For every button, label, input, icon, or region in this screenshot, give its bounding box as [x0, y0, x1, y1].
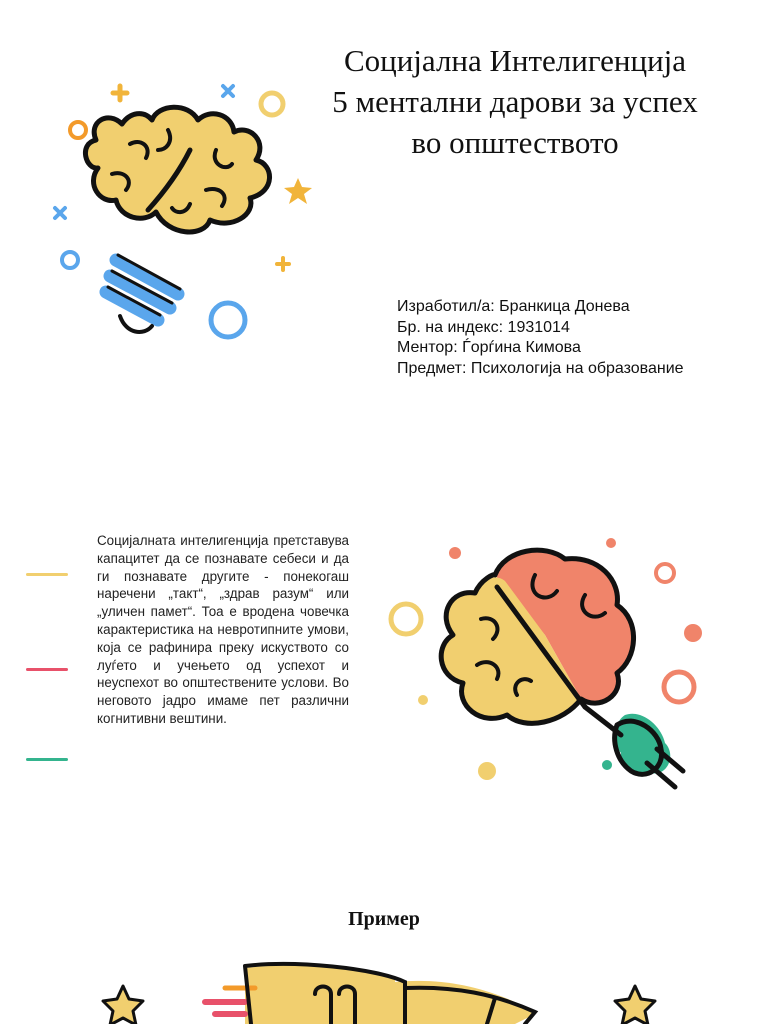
ring-decoration: [261, 93, 283, 115]
dot-decoration: [478, 762, 496, 780]
example-heading: Пример: [348, 908, 420, 930]
dot-decoration: [684, 624, 702, 642]
index-line: Бр. на индекс: 1931014: [397, 318, 570, 336]
dot-decoration: [606, 538, 616, 548]
dot-decoration: [418, 695, 428, 705]
ring-decoration: [391, 604, 421, 634]
brain-lightbulb-illustration: [40, 80, 320, 350]
x-decoration: [223, 86, 233, 96]
star-icon: [615, 986, 655, 1024]
star-icon: [103, 986, 143, 1024]
ring-decoration: [211, 303, 245, 337]
intro-paragraph: Социјалната интелигенција претставува капацитет да се познавате себеси и да ги познавате другите - понекогаш наречени „такт“, „здрав разум“ или „уличен памет“. Тоа е вродена човечка карактеристика на невротипните умови, која се рафинира преку искуството со луѓето и учењето од успехот и неуспехот во општествените услови. Во неговото јадро имаме пет различни когнитивни вештини.: [97, 533, 349, 726]
brain-plug-illustration: [385, 535, 715, 795]
author-line: Изработил/а: Бранкица Донева: [397, 298, 630, 315]
yellow-dash: [26, 573, 68, 576]
title-line-1: Социјална Интелигенција: [343, 43, 687, 78]
ring-decoration: [70, 122, 86, 138]
ring-decoration: [664, 672, 694, 702]
star-decoration: [284, 178, 312, 204]
ring-decoration: [656, 564, 674, 582]
rocket-pencil-illustration: [95, 958, 675, 1024]
ring-decoration: [62, 252, 78, 268]
page-title: [300, 40, 730, 163]
plus-decoration: [277, 258, 289, 270]
green-dash: [26, 758, 68, 761]
red-dash: [26, 668, 68, 671]
x-decoration: [55, 208, 65, 218]
title-line-3: во општеството: [411, 125, 619, 160]
mentor-line: Ментор: Ѓорѓина Кимова: [397, 339, 581, 356]
title-line-2: 5 ментални дарови за успех: [332, 84, 698, 119]
dot-decoration: [449, 547, 461, 559]
subject-line: Предмет: Психологија на образование: [397, 359, 684, 377]
dot-decoration: [602, 760, 612, 770]
author-info: [397, 297, 684, 379]
plus-decoration: [113, 86, 127, 100]
